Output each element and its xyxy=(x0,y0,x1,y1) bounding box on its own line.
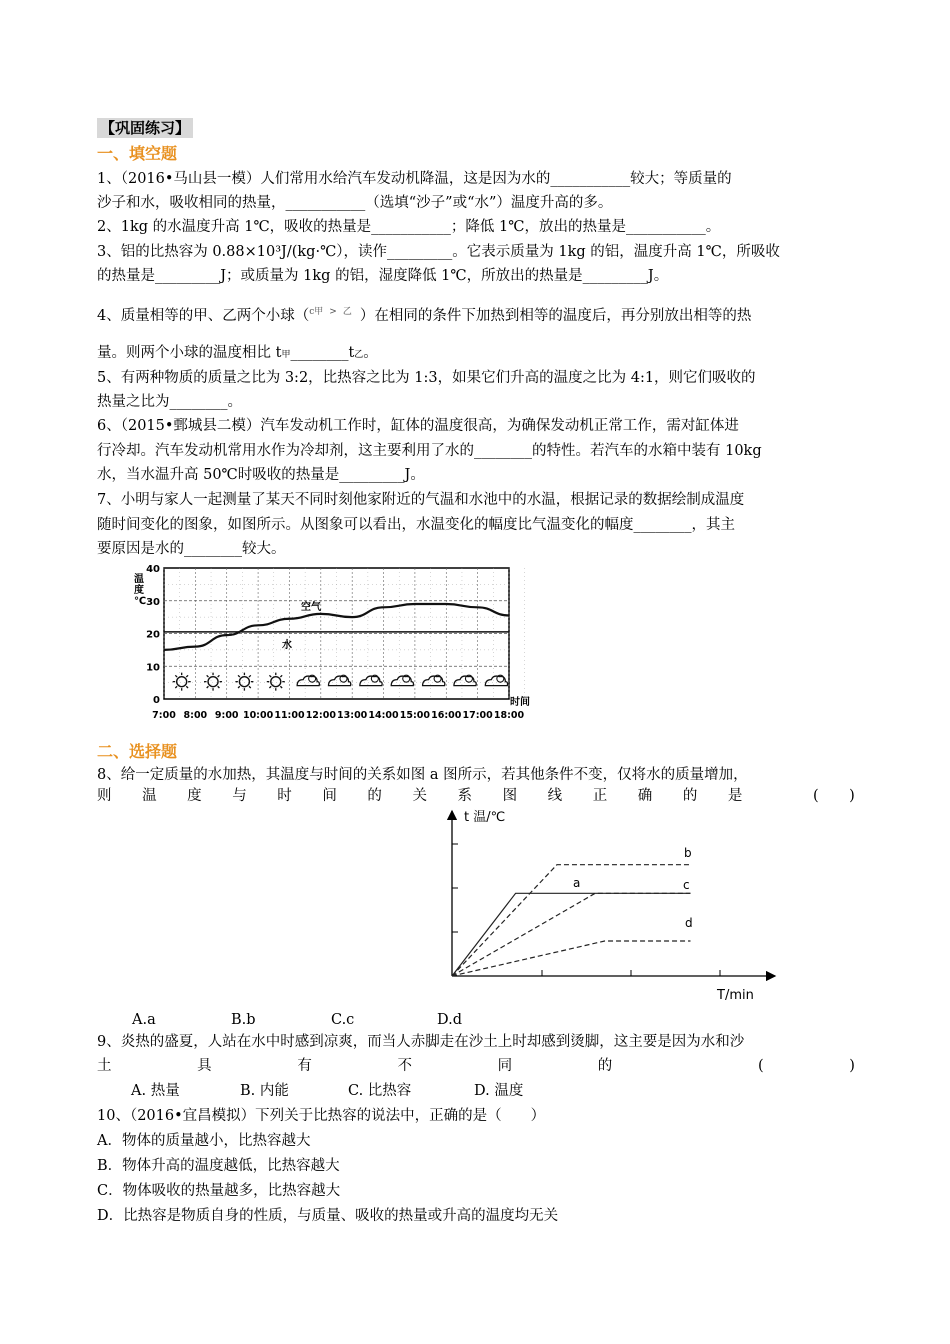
q8-word: 间 xyxy=(322,788,337,804)
sun-icon xyxy=(204,673,222,691)
q10-option-b[interactable]: B．物体升高的温度越低，比热容越大 xyxy=(97,1158,340,1174)
cloud-icon xyxy=(297,675,319,686)
q9-word: 的 xyxy=(597,1058,613,1074)
q10-option-a[interactable]: A．物体的质量越小，比热容越大 xyxy=(97,1133,311,1149)
q1-line1: 1、（2016•马山县一模）人们常用水给汽车发动机降温，这是因为水的___________较大；等质量的 xyxy=(97,171,732,187)
q8-word: 系 xyxy=(457,788,472,804)
chart2-label-a: a xyxy=(573,876,581,890)
q3-line2: 的热量是_________J；或质量为 1kg 的铝，湿度降低 1℃，所放出的热量是_________J。 xyxy=(97,268,669,284)
cloud-icon xyxy=(454,675,476,686)
q8-word: 的 xyxy=(682,788,698,804)
q9-word: 同 xyxy=(497,1058,513,1074)
q4-sub-jia: 甲 xyxy=(281,350,291,360)
chart1-air-label: 空气 xyxy=(301,602,321,613)
chart1-ytick-label: 0 xyxy=(153,695,160,706)
chart1-xlabel: 时间 xyxy=(510,697,530,708)
q4-t2: t xyxy=(348,345,355,361)
chart1-xtick-label: 13:00 xyxy=(337,710,368,721)
chart1-series-空气 xyxy=(164,604,509,650)
q9-line2 xyxy=(97,1056,855,1076)
q4-c-jia: c甲 xyxy=(309,307,324,317)
chart1-xtick-label: 18:00 xyxy=(493,710,525,721)
q4-sub-yi: 乙 xyxy=(354,350,364,360)
chart1-ytick-label: 40 xyxy=(146,564,160,575)
chart1-ylabel-char: 温 xyxy=(134,574,144,585)
q9-option-c[interactable]: C. 比热容 xyxy=(348,1083,412,1099)
chart2-line-a xyxy=(452,893,691,976)
q5-line1: 5、有两种物质的质量之比为 3:2，比热容之比为 1:3，如果它们升高的温度之比为 4:1，则它们吸收的 xyxy=(97,370,756,386)
q4-blank: ________ xyxy=(290,345,349,361)
chart1-xtick-label: 16:00 xyxy=(431,710,462,721)
chart1-xtick-label: 17:00 xyxy=(462,710,493,721)
cloud-icon xyxy=(329,675,351,686)
chart1-xtick-label: 9:00 xyxy=(214,710,239,721)
chart1-water-label: 水 xyxy=(282,640,292,651)
q6-line3: 水，当水温升高 50℃时吸收的热量是_________J。 xyxy=(97,467,425,483)
q8-paren-open: ( xyxy=(812,788,819,804)
q8-word: 与 xyxy=(232,788,247,804)
q9-word: 具 xyxy=(197,1058,212,1074)
section-title-fill: 一、填空题 xyxy=(97,144,178,163)
section-title-choice: 二、选择题 xyxy=(97,742,178,761)
cloud-icon xyxy=(423,675,445,686)
q4-line1 xyxy=(97,302,855,326)
chart2-line-d xyxy=(452,941,691,976)
q8-word: 图 xyxy=(502,788,518,804)
q8-word: 线 xyxy=(547,788,563,804)
q9-paren-close: ) xyxy=(849,1058,855,1074)
q8-paren-close: ) xyxy=(849,788,855,804)
q7-line1: 7、小明与家人一起测量了某天不同时刻他家附近的气温和水池中的水温，根据记录的数据绘制成温度 xyxy=(97,492,745,508)
q9-word: 土 xyxy=(97,1058,112,1074)
chart2-label-d: d xyxy=(685,916,693,930)
cloud-icon xyxy=(360,675,382,686)
q8-word: 确 xyxy=(637,788,653,804)
q4-text-b: ）在相同的条件下加热到相等的温度后，再分别放出相等的热 xyxy=(359,308,752,324)
q8-word: 正 xyxy=(592,788,608,804)
q9-option-a[interactable]: A. 热量 xyxy=(131,1083,180,1099)
q6-line2: 行冷却。汽车发动机常用水作为冷却剂，这主要利用了水的________的特性。若汽车的水箱中装有 10kg xyxy=(97,443,762,459)
q1-line2: 沙子和水，吸收相同的热量，___________（选填“沙子”或“水”）温度升高的多。 xyxy=(97,195,613,211)
sun-icon xyxy=(267,673,285,691)
chart1-ylabel-char: ℃ xyxy=(134,596,147,607)
sun-icon xyxy=(173,673,191,691)
q8-word: 时 xyxy=(277,788,292,804)
chart2-ylabel: t 温/℃ xyxy=(464,810,506,825)
chart2-label-c: c xyxy=(683,878,690,892)
q4-text-a: 4、质量相等的甲、乙两个小球（ xyxy=(97,308,310,324)
q8-word: 是 xyxy=(727,788,743,804)
q9-option-d[interactable]: D. 温度 xyxy=(474,1083,524,1099)
chart2-line-c xyxy=(452,893,691,976)
q3-line1: 3、铝的比热容为 0.88×10³J/(kg·℃），读作_________。它表示质量为 1kg 的铝，温度升高 1℃，所吸收 xyxy=(97,244,780,260)
q7-line3: 要原因是水的________较大。 xyxy=(97,541,286,557)
q8-word: 度 xyxy=(187,788,202,804)
q4-gt: > xyxy=(329,307,337,317)
q7-line2: 随时间变化的图象，如图所示。从图象可以看出，水温变化的幅度比气温变化的幅度________，其主 xyxy=(97,517,735,533)
chart1-ylabel-char: 度 xyxy=(134,585,144,596)
q8-option-c[interactable]: C.c xyxy=(331,1012,355,1028)
chart1-xtick-label: 8:00 xyxy=(183,710,208,721)
section-tag: 【巩固练习】 xyxy=(97,118,193,138)
chart1-xtick-label: 7:00 xyxy=(152,710,176,721)
temperature-time-chart xyxy=(130,562,550,726)
q8-option-b[interactable]: B.b xyxy=(231,1012,256,1028)
q8-word: 则 xyxy=(97,788,112,804)
chart1-ytick-label: 30 xyxy=(146,596,160,608)
chart2-xlabel: T/min xyxy=(717,988,754,1003)
q8-option-a[interactable]: A.a xyxy=(132,1012,156,1028)
q4-c-yi: 乙 xyxy=(342,307,352,317)
chart2-label-b: b xyxy=(684,846,692,860)
chart1-xtick-label: 11:00 xyxy=(274,710,305,721)
q8-line1: 8、给一定质量的水加热，其温度与时间的关系如图 a 图所示，若其他条件不变，仅将水的质量增加， xyxy=(97,767,748,783)
q9-word: 有 xyxy=(297,1058,312,1074)
q10-option-d[interactable]: D．比热容是物质自身的性质，与质量、吸收的热量或升高的温度均无关 xyxy=(97,1208,559,1224)
q8-word: 关 xyxy=(412,788,427,804)
heating-curve-chart xyxy=(440,803,790,1003)
sun-icon xyxy=(235,673,253,691)
chart1-xtick-label: 14:00 xyxy=(368,710,399,721)
cloud-icon xyxy=(485,675,507,686)
q9-option-b[interactable]: B. 内能 xyxy=(240,1083,289,1099)
q8-word: 温 xyxy=(142,788,157,804)
q9-word: 不 xyxy=(397,1058,412,1074)
chart2-line-b xyxy=(452,865,691,976)
q2-line1: 2、1kg 的水温度升高 1℃，吸收的热量是___________；降低 1℃，放出的热量是___________。 xyxy=(97,219,721,235)
q9-paren-open: ( xyxy=(757,1058,764,1074)
q4-line2 xyxy=(97,343,855,365)
q6-line1: 6、（2015•鄄城县二模）汽车发动机工作时，缸体的温度很高，为确保发动机正常工作，需对缸体进 xyxy=(97,418,739,434)
chart1-xtick-label: 15:00 xyxy=(399,710,431,721)
cloud-icon xyxy=(391,675,413,686)
q8-word: 的 xyxy=(367,788,382,804)
q10-line1: 10、（2016•宜昌模拟）下列关于比热容的说法中，正确的是（ ） xyxy=(97,1108,546,1124)
q8-option-d[interactable]: D.d xyxy=(437,1012,462,1028)
chart1-ytick-label: 20 xyxy=(146,629,160,641)
q5-line2: 热量之比为________。 xyxy=(97,394,242,410)
q10-option-c[interactable]: C．物体吸收的热量越多，比热容越大 xyxy=(97,1183,341,1199)
q9-line1: 9、炎热的盛夏，人站在水中时感到凉爽，而当人赤脚走在沙土上时却感到烫脚，这主要是因为水和沙 xyxy=(97,1034,745,1050)
q4-end: 。 xyxy=(363,345,378,361)
q4-text-c: 量。则两个小球的温度相比 t xyxy=(97,345,282,361)
chart1-xtick-label: 10:00 xyxy=(242,710,274,721)
chart1-ytick-label: 10 xyxy=(146,662,160,674)
chart1-xtick-label: 12:00 xyxy=(305,710,336,721)
